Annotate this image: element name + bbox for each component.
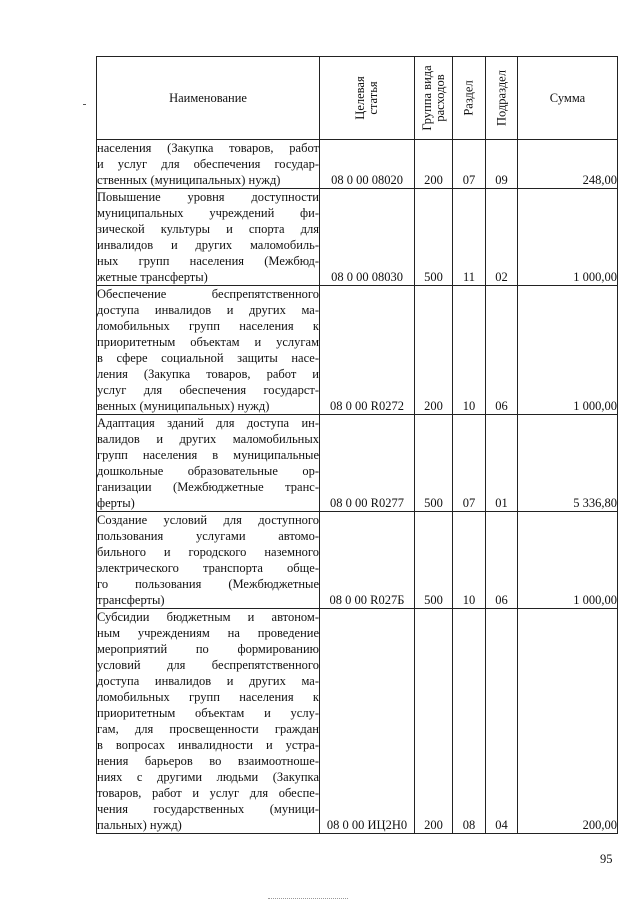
page-number: 95	[600, 852, 613, 866]
row-section: 10	[453, 512, 486, 609]
row-amount: 248,00	[518, 140, 618, 189]
row-name-line: товаров, работ и услуг для обеспе-	[97, 786, 319, 800]
row-section: 07	[453, 140, 486, 189]
row-name-line: ломобильных групп населения к	[97, 319, 319, 333]
row-name-line: ломобильных групп населения к	[97, 690, 319, 704]
row-name-line: трансферты)	[97, 593, 165, 607]
row-section: 08	[453, 609, 486, 834]
row-subsection: 04	[486, 609, 518, 834]
scan-artifact	[268, 898, 348, 900]
row-name	[97, 512, 320, 609]
row-name-line: приоритетным объектам и услу-	[97, 706, 319, 720]
header-subsection	[486, 57, 518, 140]
row-name-line: групп населения в муниципальные	[97, 448, 319, 462]
row-name-line: населения (Закупка товаров, работ	[97, 141, 319, 155]
row-name-line: ным учреждениям на проведение	[97, 626, 319, 640]
row-name-line: ферты)	[97, 496, 135, 510]
header-name: Наименование	[97, 57, 320, 140]
row-name	[97, 415, 320, 512]
header-section	[453, 57, 486, 140]
row-name-line: в вопросах инвалидности и устра-	[97, 738, 319, 752]
table-row	[97, 609, 618, 834]
row-subsection: 02	[486, 189, 518, 286]
table-row	[97, 512, 618, 609]
row-name-line: валидов и других маломобильных	[97, 432, 319, 446]
header-group-line2: расходов	[432, 74, 447, 122]
row-name-line: Адаптация зданий для доступа ин-	[97, 416, 319, 430]
row-name-line: ления (Закупка товаров, работ и	[97, 367, 319, 381]
header-row	[97, 57, 618, 140]
row-name-line: в сфере социальной защиты насе-	[97, 351, 319, 365]
row-name-line: пользования услугами автомо-	[97, 529, 319, 543]
row-name-line: чения государственных (муници-	[97, 802, 319, 816]
row-expense-group: 500	[415, 415, 453, 512]
row-subsection: 09	[486, 140, 518, 189]
table-row	[97, 140, 618, 189]
row-name-line: го пользования (Межбюджетные	[97, 577, 319, 591]
row-name-line: нения барьеров во взаимоотноше-	[97, 754, 319, 768]
row-name	[97, 189, 320, 286]
row-target-article: 08 0 00 08030	[320, 189, 415, 286]
table-row	[97, 286, 618, 415]
row-name-line: Повышение уровня доступности	[97, 190, 319, 204]
row-name-line: услуг для обеспечения государст-	[97, 383, 319, 397]
header-target-article	[320, 57, 415, 140]
row-target-article: 08 0 00 R027Б	[320, 512, 415, 609]
row-name	[97, 286, 320, 415]
row-name-line: пальных) нужд)	[97, 818, 182, 832]
header-expense-group	[415, 57, 453, 140]
row-name-line: Обеспечение беспрепятственного	[97, 287, 319, 301]
row-expense-group: 500	[415, 512, 453, 609]
row-subsection: 01	[486, 415, 518, 512]
row-name-line: условий для беспрепятственного	[97, 658, 319, 672]
header-amount: Сумма	[518, 57, 618, 140]
row-expense-group: 500	[415, 189, 453, 286]
row-target-article: 08 0 00 R0277	[320, 415, 415, 512]
row-amount: 1 000,00	[518, 189, 618, 286]
row-name-line: жетные трансферты)	[97, 270, 208, 284]
row-amount: 1 000,00	[518, 286, 618, 415]
table-row	[97, 415, 618, 512]
margin-mark	[83, 104, 86, 105]
row-amount: 200,00	[518, 609, 618, 834]
row-section: 07	[453, 415, 486, 512]
row-name-line: ниях с другими людьми (Закупка	[97, 770, 319, 784]
row-target-article: 08 0 00 ИЦ2Н0	[320, 609, 415, 834]
table-row	[97, 189, 618, 286]
row-name-line: инвалидов и других маломобиль-	[97, 238, 319, 252]
row-name	[97, 609, 320, 834]
row-name-line: электрического транспорта обще-	[97, 561, 319, 575]
budget-table	[96, 56, 618, 834]
row-expense-group: 200	[415, 140, 453, 189]
row-name-line: и услуг для обеспечения государ-	[97, 157, 319, 171]
row-section: 10	[453, 286, 486, 415]
row-name-line: ганизации (Межбюджетные транс-	[97, 480, 319, 494]
row-name-line: ных групп населения (Межбюд-	[97, 254, 319, 268]
row-expense-group: 200	[415, 609, 453, 834]
row-name-line: бильного и городского наземного	[97, 545, 319, 559]
row-target-article: 08 0 00 R0272	[320, 286, 415, 415]
header-target-line1: Целевая	[353, 76, 367, 120]
row-subsection: 06	[486, 286, 518, 415]
row-name-line: доступа инвалидов и других ма-	[97, 303, 319, 317]
header-group-line1: Группа вида	[419, 65, 434, 131]
row-name-line: ственных (муниципальных) нужд)	[97, 173, 281, 187]
row-name-line: Создание условий для доступного	[97, 513, 319, 527]
row-name-line: доступа инвалидов и других ма-	[97, 674, 319, 688]
header-target-line2: статья	[366, 81, 380, 115]
row-name-line: гам, для просвещенности граждан	[97, 722, 319, 736]
row-section: 11	[453, 189, 486, 286]
row-name-line: муниципальных учреждений фи-	[97, 206, 319, 220]
row-expense-group: 200	[415, 286, 453, 415]
row-name-line: Субсидии бюджетным и автоном-	[97, 610, 319, 624]
header-subsection-label: Подраздел	[494, 70, 508, 126]
header-section-label: Раздел	[461, 80, 476, 116]
row-name-line: дошкольные образовательные ор-	[97, 464, 319, 478]
row-name	[97, 140, 320, 189]
row-amount: 5 336,80	[518, 415, 618, 512]
row-amount: 1 000,00	[518, 512, 618, 609]
row-target-article: 08 0 00 08020	[320, 140, 415, 189]
row-name-line: мероприятий по формированию	[97, 642, 319, 656]
row-name-line: приоритетным объектам и услугам	[97, 335, 319, 349]
row-name-line: зической культуры и спорта для	[97, 222, 319, 236]
row-name-line: венных (муниципальных) нужд)	[97, 399, 270, 413]
row-subsection: 06	[486, 512, 518, 609]
